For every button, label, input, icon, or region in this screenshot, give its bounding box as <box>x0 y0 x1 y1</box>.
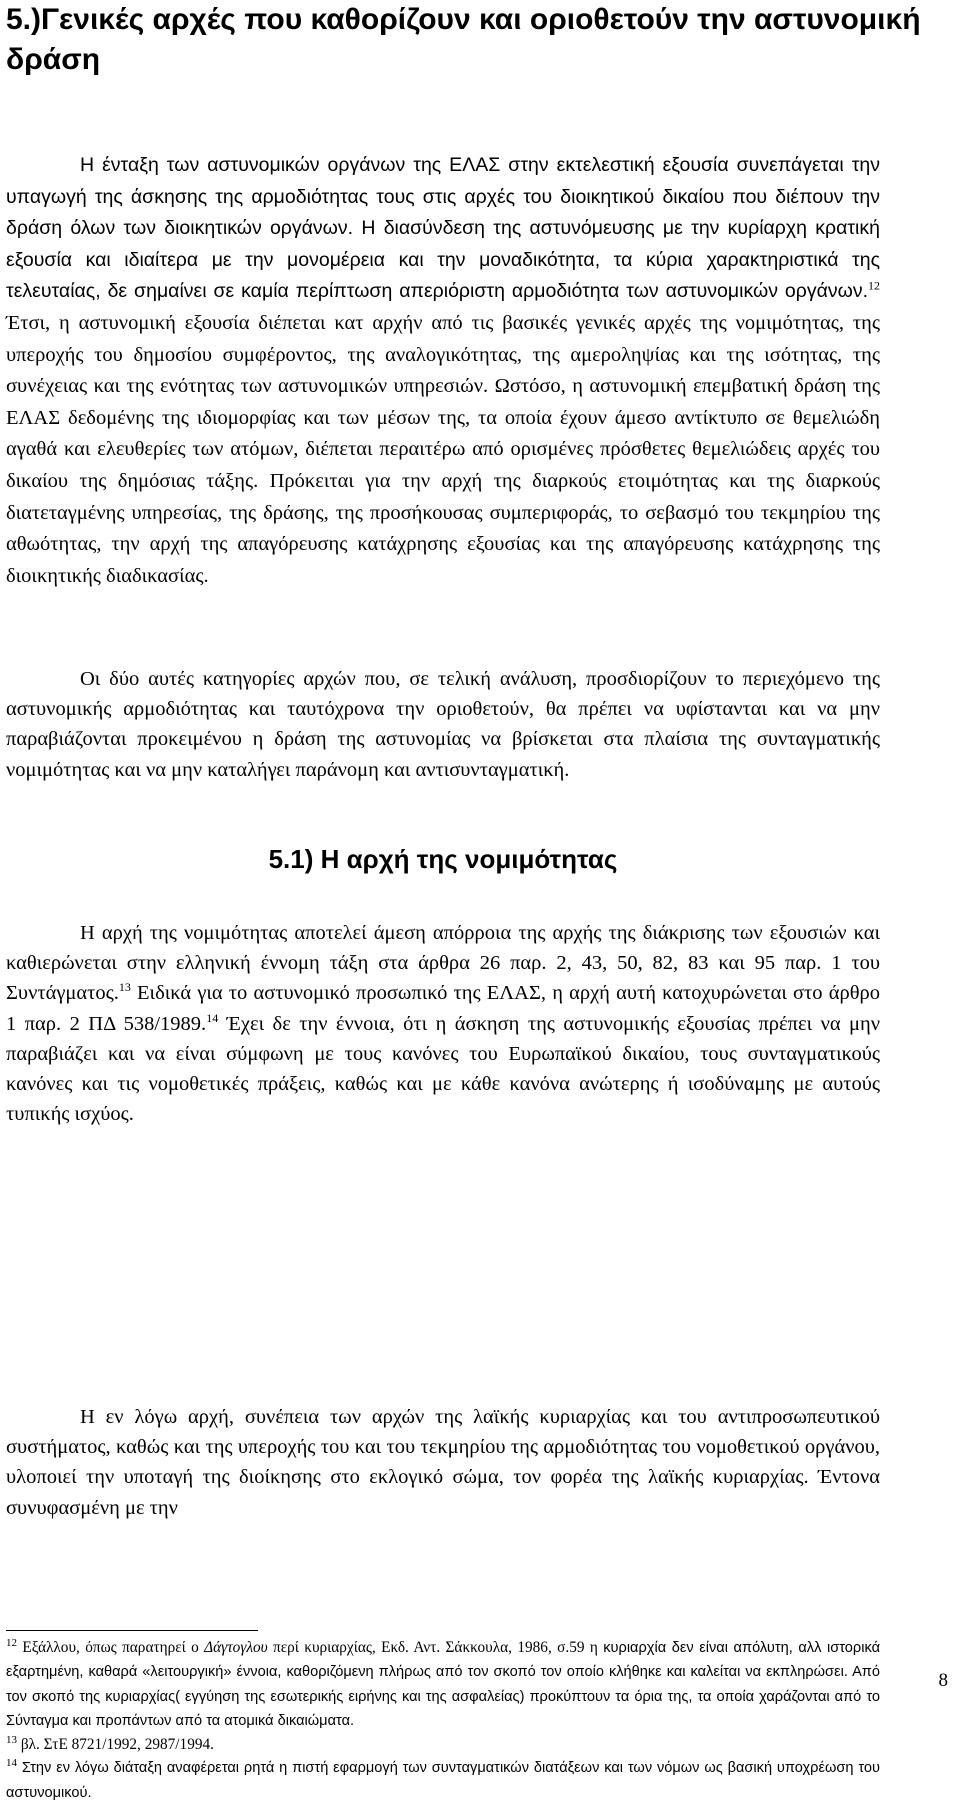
section-heading: 5.1) Η αρχή της νομιμότητας <box>268 844 618 874</box>
footnote-ref-14[interactable]: 14 <box>206 1010 219 1025</box>
paragraph-text: Έτσι, η αστυνομική εξουσία διέπεται κατ αρχήν από τις βασικές γενικές αρχές της νομιμότητας, της υπεροχής του δημοσίου συμφέροντος, της αναλογικότητας, της αμεροληψίας και της ισότητας, της συνέχειας και της ενότητας των αστυνομικών υπηρεσιών. Ωστόσο, η αστυνομική επεμβατική δράση της ΕΛΑΣ δεδομένης της ιδιομορφίας και των μέσων της, τα οποία έχουν άμεσο αντίκτυπο σε θεμελιώδη αγαθά και ελευθερίες των ατόμων, διέπεται περαιτέρω από ορισμένες πρόσθετες θεμελιώδεις αρχές του δικαίου της δημόσιας τάξης. Πρόκειται για την αρχή της διαρκούς ετοιμότητας και της διαρκούς διατεταγμένης υπηρεσίας, της δράσης, της προσήκουσας συμπεριφοράς, το σεβασμό του τεκμηρίου της αθωότητας, την αρχή της απαγόρευσης κατάχρησης εξουσίας και της απαγόρευσης κατάχρησης της διοικητικής διαδικασίας. <box>6 311 880 587</box>
footnote-text: Στην εν λόγω διάταξη αναφέρεται ρητά η πιστή εφαρμογή των συνταγματικών διατάξεων και των νόμων ως βασική υποχρέωση του αστυνομικού. <box>6 1760 880 1801</box>
footnote-text: Εξάλλου, όπως παρατηρεί ο <box>17 1639 205 1656</box>
paragraph-text: Η αρχή της νομιμότητας αποτελεί άμεση απόρροια της αρχής της διάκρισης των εξουσιών και καθιερώνεται στην ελληνική έννομη τάξη στα άρθρα 26 παρ. 2, 43, 50, 82, 83 και 95 παρ. 1 του Συντάγματος. <box>6 922 880 1005</box>
page-title: 5.)Γενικές αρχές που καθορίζουν και οριοθετούν την αστυνομική δράση <box>6 3 921 76</box>
footnote-number: 14 <box>6 1757 17 1770</box>
paragraph-text: Η ένταξη των αστυνομικών οργάνων της ΕΛΑΣ στην εκτελεστική εξουσία συνεπάγεται την υπαγωγή της άσκησης της αρμοδιότητας τους στις αρχές του διοικητικού δικαίου που διέπουν την δράση όλων των διοικητικών οργάνων. Η διασύνδεση της αστυνόμευσης με την κυρίαρχη κρατική εξουσία και ιδιαίτερα με την μονομέρεια και την μοναδικότητα, τα κύρια χαρακτηριστικά της τελευταίας, δε σημαίνει σε καμία περίπτωση απεριόριστη αρμοδιότητα των αστυνομικών οργάνων. <box>6 154 880 303</box>
footnote-separator <box>6 1630 258 1631</box>
paragraph-text: Ειδικά για το αστυνομικό προσωπικό της ΕΛΑΣ, η αρχή αυτή κατοχυρώνεται στο άρθρο 1 παρ. 2 ΠΔ 538/1989. <box>6 982 880 1035</box>
footnote-number: 12 <box>6 1636 17 1649</box>
footnote-14 <box>6 1756 880 1805</box>
paragraph-text: Έχει δε την έννοια, ότι η άσκηση της αστυνομικής εξουσίας πρέπει να μην παραβιάζει και να είναι σύμφωνη με τους κανόνες του Ευρωπαϊκού δικαίου, τους συνταγματικούς κανόνες και τις νομοθετικές πράξεις, καθώς και με κάθε κανόνα ανώτερης ή ισοδύναμης με αυτούς τυπικής ισχύος. <box>6 1012 881 1126</box>
footnote-12 <box>6 1636 880 1733</box>
footnote-author: Δάγτογλου <box>204 1639 268 1656</box>
footnote-text: περί κυριαρχίας, Εκδ. Αντ. Σάκκουλα, 1986, σ.59 η <box>267 1639 604 1656</box>
footnote-number: 13 <box>6 1734 17 1747</box>
footnotes <box>6 1636 880 1805</box>
section-2-paragraph-2: Η εν λόγω αρχή, συνέπεια των αρχών της λαϊκής κυριαρχίας και του αντιπροσωπευτικού συστήματος, καθώς και της υπεροχής του και του τεκμηρίου της αρμοδιότητας του νομοθετικού οργάνου, υλοποιεί την υποταγή της διοίκησης στο εκλογικό σώμα, τον φορέα της λαϊκής κυριαρχίας. Έντονα συνυφασμένη με την <box>6 1406 880 1519</box>
footnote-ref-13[interactable]: 13 <box>118 980 131 995</box>
section-1-paragraph-2: Οι δύο αυτές κατηγορίες αρχών που, σε τελική ανάλυση, προσδιορίζουν το περιεχόμενο της αστυνομικής αρμοδιότητας και ταυτόχρονα την οριοθετούν, θα πρέπει να υφίστανται και να μην παραβιάζονται προκειμένου η δράση της αστυνομίας να βρίσκεται στα πλαίσια της συνταγματικής νομιμότητας και να μην καταλήγει παράνομη και αντισυνταγματική. <box>6 668 880 781</box>
footnote-13 <box>6 1733 880 1756</box>
footnote-text: βλ. ΣτΕ 8721/1992, 2987/1994. <box>17 1736 214 1754</box>
section-2-paragraph-1 <box>6 918 880 1129</box>
page-number: 8 <box>938 1670 948 1691</box>
footnote-text: κυριαρχία δεν είναι απόλυτη, αλλ ιστορικά εξαρτημένη, καθαρά «λειτουργική» έννοια, καθοριζόμενη πλήρως από τον σκοπό τον οποίο κλήθηκε και καλείται να εκπληρώσει. Από τον σκοπό της κυριαρχίας( εγγύηση της εσωτερικής ειρήνης και της ασφαλείας) προκύπτουν τα όρια της, τα οποία χαράζονται από το Σύνταγμα και προπάντων από τα ατομικά δικαιώματα. <box>6 1640 881 1729</box>
footnote-ref-12[interactable]: 12 <box>868 278 880 293</box>
section-1-paragraph-1 <box>6 150 880 592</box>
